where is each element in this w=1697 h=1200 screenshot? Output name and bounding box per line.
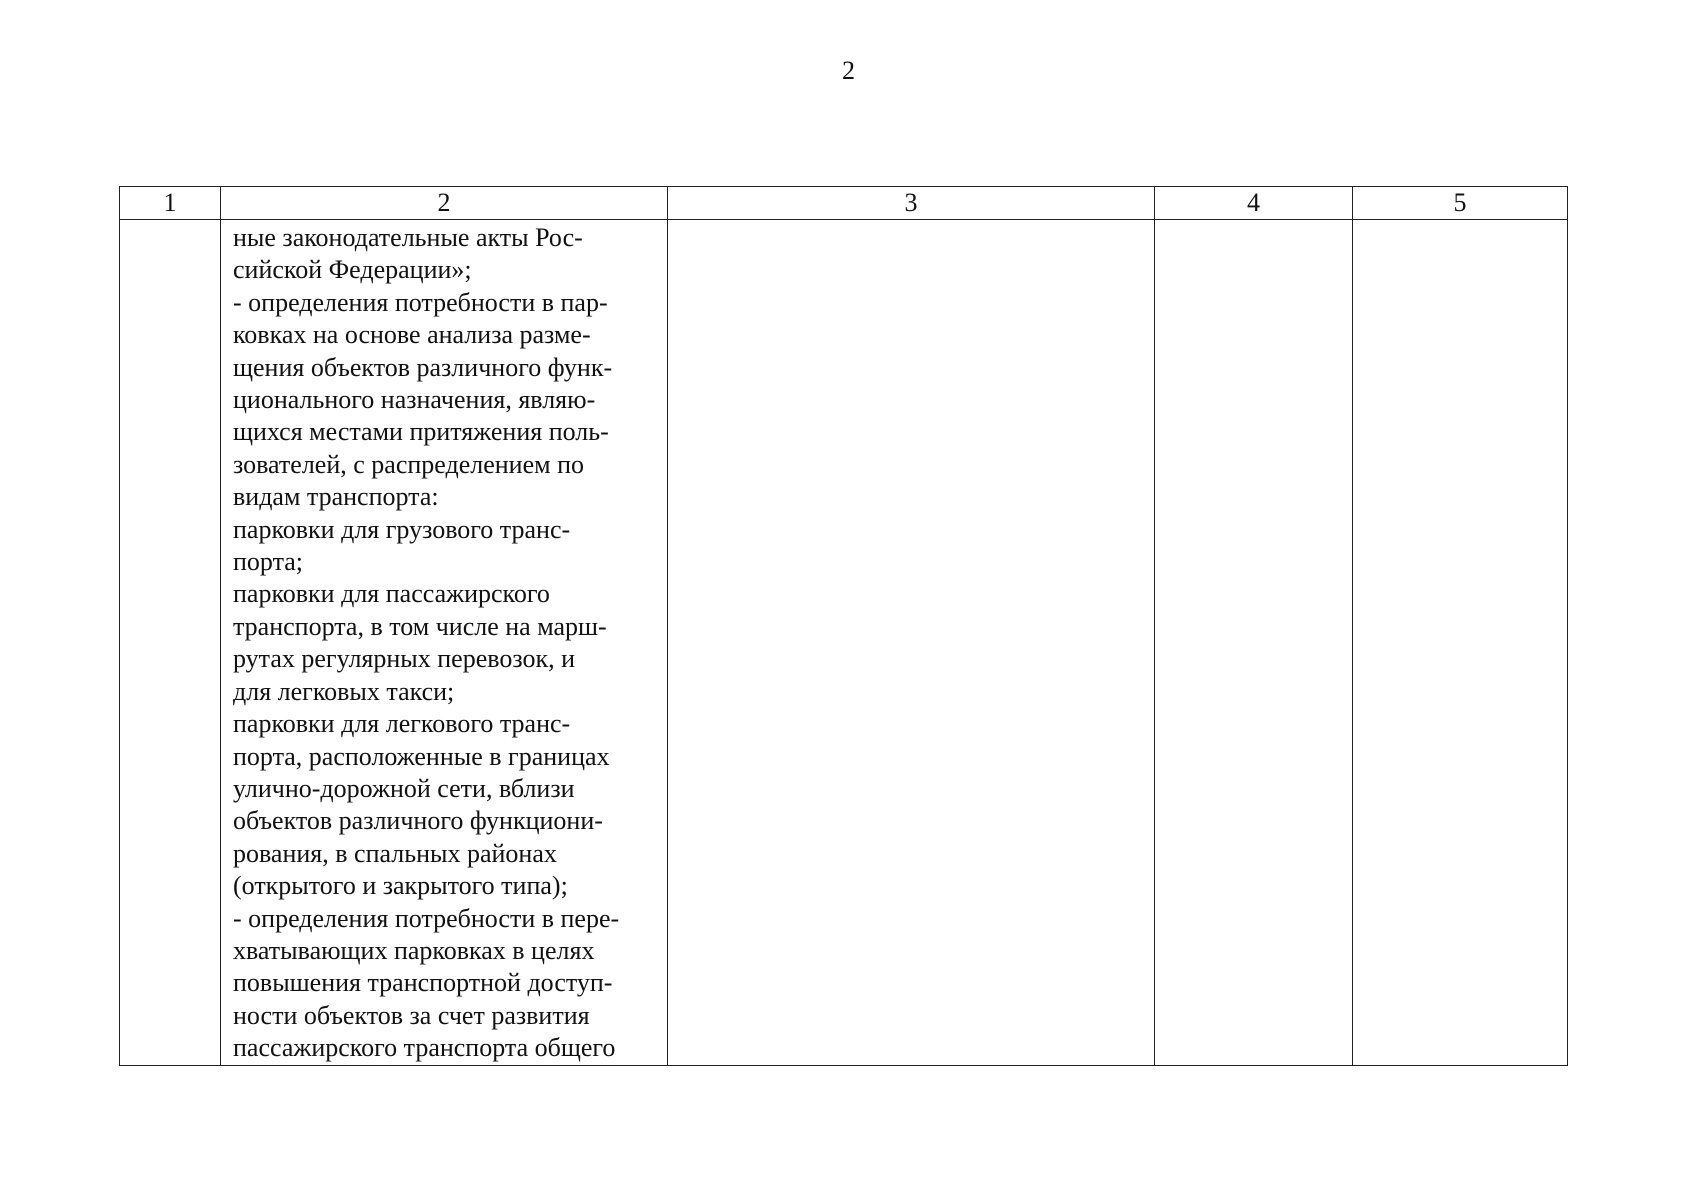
text-line: парковки для легкового транс- bbox=[233, 709, 571, 739]
text-line: повышения транспортной доступ- bbox=[233, 968, 613, 998]
text-line: порта; bbox=[233, 547, 304, 577]
text-line: - определения потребности в пере- bbox=[233, 903, 620, 933]
text-line: пассажирского транспорта общего bbox=[233, 1033, 616, 1063]
text-line: хватывающих парковках в целях bbox=[233, 935, 595, 965]
text-line: рования, в спальных районах bbox=[233, 838, 557, 868]
cell-text-block bbox=[221, 220, 667, 1065]
document-table bbox=[119, 186, 1568, 1066]
text-line: транспорта, в том числе на марш- bbox=[233, 611, 607, 641]
table-body bbox=[120, 220, 1568, 1066]
text-line: рутах регулярных перевозок, и bbox=[233, 644, 576, 674]
page-number: 2 bbox=[842, 56, 855, 85]
text-line: для легковых такси; bbox=[233, 676, 455, 706]
text-line: объектов различного функциони- bbox=[233, 806, 603, 836]
column-header-1: 1 bbox=[120, 187, 221, 220]
text-line: сийской Федерации»; bbox=[233, 255, 472, 285]
column-header-4: 4 bbox=[1155, 187, 1353, 220]
text-line: (открытого и закрытого типа); bbox=[233, 871, 568, 901]
table-cell-col3 bbox=[668, 220, 1155, 1066]
column-header-2: 2 bbox=[221, 187, 668, 220]
text-line: щихся местами притяжения поль- bbox=[233, 417, 609, 447]
text-line: парковки для пассажирского bbox=[233, 579, 550, 609]
text-line: ковках на основе анализа разме- bbox=[233, 320, 591, 350]
table-header-row bbox=[120, 187, 1568, 220]
text-line: ности объектов за счет развития bbox=[233, 1000, 590, 1030]
text-line: улично-дорожной сети, вблизи bbox=[233, 773, 575, 803]
text-line: парковки для грузового транс- bbox=[233, 514, 571, 544]
text-line: зователей, с распределением по bbox=[233, 449, 584, 479]
text-line: ционального назначения, являю- bbox=[233, 385, 596, 415]
table-cell-col1 bbox=[120, 220, 221, 1066]
text-line: ные законодательные акты Рос- bbox=[233, 223, 583, 252]
table-cell-col4 bbox=[1155, 220, 1353, 1066]
column-header-3: 3 bbox=[668, 187, 1155, 220]
table-header bbox=[120, 187, 1568, 220]
table-row bbox=[120, 220, 1568, 1066]
text-line: порта, расположенные в границах bbox=[233, 741, 610, 771]
table-cell-col2 bbox=[221, 220, 668, 1066]
table-cell-col5 bbox=[1353, 220, 1568, 1066]
column-header-5: 5 bbox=[1353, 187, 1568, 220]
text-line: щения объектов различного функ- bbox=[233, 352, 613, 382]
text-line: видам транспорта: bbox=[233, 482, 439, 512]
text-line: - определения потребности в пар- bbox=[233, 287, 608, 317]
